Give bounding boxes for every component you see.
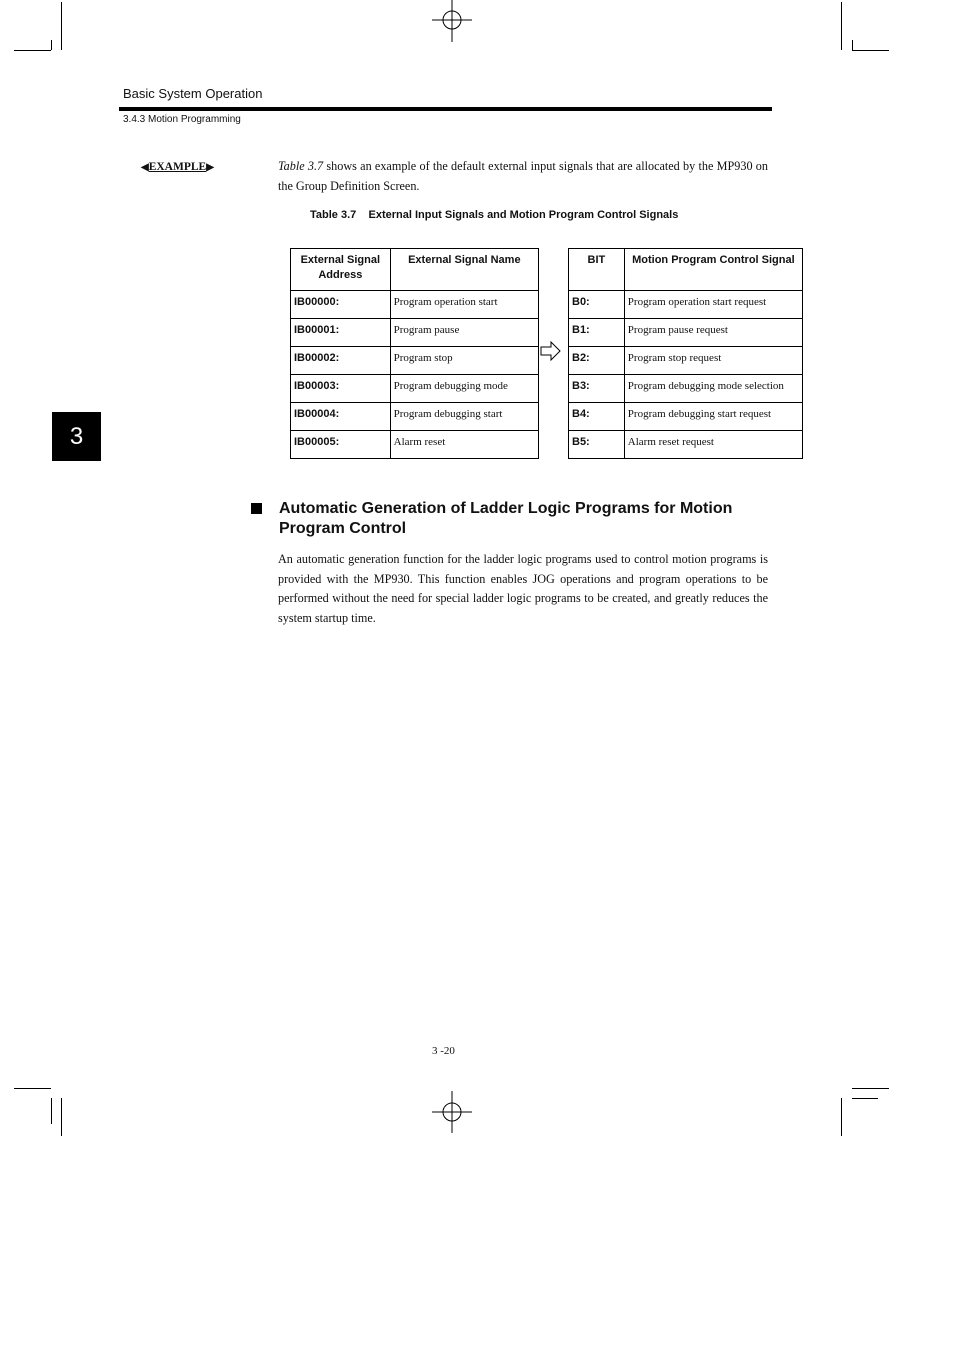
intro-paragraph — [278, 157, 768, 196]
crop-mark — [51, 1098, 52, 1124]
crop-mark — [51, 40, 52, 50]
registration-mark-bottom — [432, 1091, 472, 1133]
signal-address: IB00001: — [291, 319, 391, 347]
table-row — [569, 375, 803, 403]
column-header: BIT — [569, 249, 625, 291]
right-arrow-icon — [540, 341, 562, 361]
table-row — [569, 403, 803, 431]
chapter-tab: 3 — [52, 412, 101, 461]
left-triangle-icon: ◀ — [141, 161, 149, 173]
signal-name: Program pause — [390, 319, 538, 347]
column-header: External Signal Name — [390, 249, 538, 291]
control-signal: Alarm reset request — [624, 431, 802, 459]
control-signal: Program debugging mode selection — [624, 375, 802, 403]
signal-address: IB00004: — [291, 403, 391, 431]
signal-name: Alarm reset — [390, 431, 538, 459]
example-marker — [141, 161, 214, 173]
control-signal: Program pause request — [624, 319, 802, 347]
signal-address: IB00002: — [291, 347, 391, 375]
crop-mark — [61, 2, 62, 50]
control-signal: Program operation start request — [624, 291, 802, 319]
page-number: 3 -20 — [432, 1045, 455, 1057]
bit-label: B4: — [569, 403, 625, 431]
section-heading: Automatic Generation of Ladder Logic Programs for Motion Program Control — [279, 500, 733, 537]
signal-address: IB00005: — [291, 431, 391, 459]
right-triangle-icon: ▶ — [206, 161, 214, 173]
control-signal: Program debugging start request — [624, 403, 802, 431]
table-row — [569, 347, 803, 375]
table-row — [569, 291, 803, 319]
bit-label: B2: — [569, 347, 625, 375]
control-signal: Program stop request — [624, 347, 802, 375]
signal-address: IB00003: — [291, 375, 391, 403]
bit-label: B1: — [569, 319, 625, 347]
crop-mark — [852, 40, 853, 50]
table-reference: Table 3.7 — [278, 159, 324, 173]
signal-name: Program stop — [390, 347, 538, 375]
example-label: EXAMPLE — [148, 161, 207, 173]
bit-label: B0: — [569, 291, 625, 319]
crop-mark — [852, 50, 889, 51]
external-signals-table — [290, 248, 539, 459]
signal-name: Program debugging start — [390, 403, 538, 431]
crop-mark — [61, 1098, 62, 1136]
table-row — [291, 431, 539, 459]
table-header-row — [569, 249, 803, 291]
table-row — [291, 375, 539, 403]
table-row — [569, 431, 803, 459]
running-header-section: 3.4.3 Motion Programming — [123, 114, 241, 125]
crop-mark — [852, 1088, 889, 1089]
table-row — [291, 347, 539, 375]
signal-name: Program debugging mode — [390, 375, 538, 403]
crop-mark — [14, 50, 51, 51]
registration-mark-top — [432, 0, 472, 42]
crop-mark — [841, 1098, 842, 1136]
column-header: External Signal Address — [291, 249, 391, 291]
running-header-title: Basic System Operation — [123, 86, 263, 101]
table-row — [291, 403, 539, 431]
table-row — [291, 291, 539, 319]
crop-mark — [14, 1088, 51, 1089]
section-bullet-icon — [251, 503, 262, 514]
section-body-paragraph: An automatic generation function for the ladder logic programs used to control motion programs is provided with the MP930. This function enables JOG operations and program operations to be performed without the need for special ladder logic programs to be created, and greatly reduces the system startup time. — [278, 552, 768, 625]
signal-address: IB00000: — [291, 291, 391, 319]
column-header: Motion Program Control Signal — [624, 249, 802, 291]
signal-name: Program operation start — [390, 291, 538, 319]
table-row — [291, 319, 539, 347]
crop-mark — [852, 1098, 878, 1099]
bit-label: B5: — [569, 431, 625, 459]
table-row — [569, 319, 803, 347]
table-header-row — [291, 249, 539, 291]
header-rule — [119, 107, 772, 111]
bit-label: B3: — [569, 375, 625, 403]
intro-text: shows an example of the default external input signals that are allocated by the MP930 on the Group Definition Screen. — [278, 159, 768, 193]
crop-mark — [841, 2, 842, 50]
motion-control-signals-table — [568, 248, 803, 459]
table-caption: Table 3.7 External Input Signals and Motion Program Control Signals — [310, 209, 679, 221]
